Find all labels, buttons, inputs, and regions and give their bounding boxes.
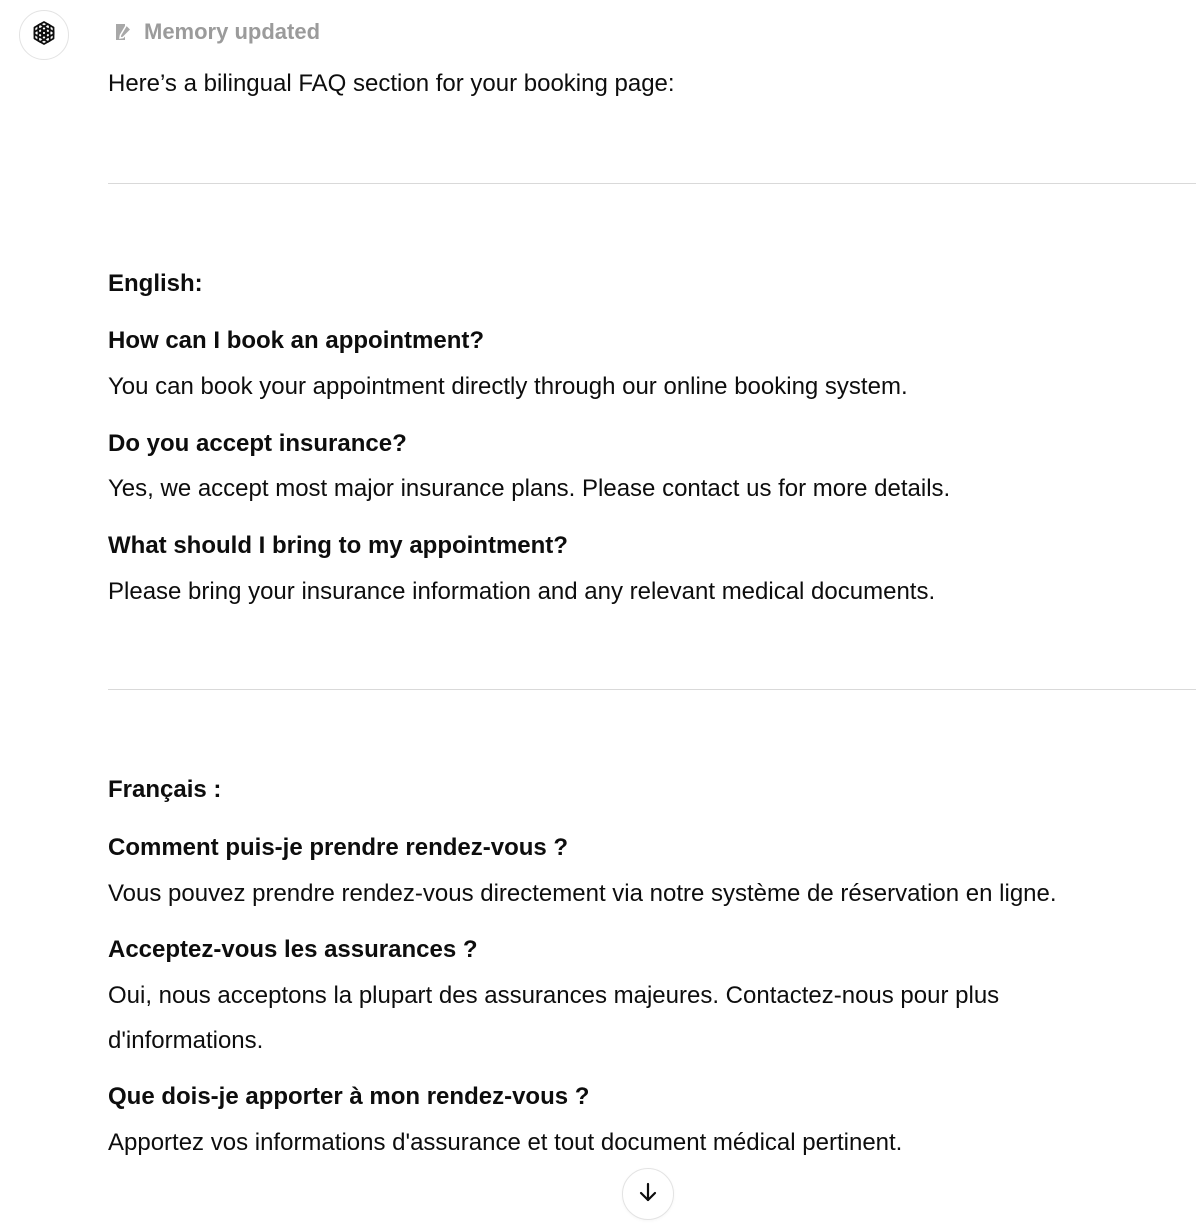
faq-answer: Apportez vos informations d'assurance et tout document médical pertinent. xyxy=(108,1129,903,1156)
divider xyxy=(108,689,1196,690)
faq-answer: Yes, we accept most major insurance plans. Please contact us for more details. xyxy=(108,475,951,502)
faq-question: Do you accept insurance? xyxy=(108,430,407,457)
faq-question: Comment puis-je prendre rendez-vous ? xyxy=(108,834,569,861)
section-title-french: Français : xyxy=(108,776,222,803)
assistant-avatar xyxy=(19,10,69,60)
arrow-down-icon xyxy=(636,1180,660,1209)
section-title-english: English: xyxy=(108,270,203,297)
memory-pencil-icon xyxy=(112,21,134,43)
faq-answer: You can book your appointment directly through our online booking system. xyxy=(108,373,908,400)
scroll-to-bottom-button[interactable] xyxy=(622,1168,674,1220)
divider xyxy=(108,183,1196,184)
faq-question: How can I book an appointment? xyxy=(108,327,485,354)
faq-answer: Oui, nous acceptons la plupart des assurances majeures. Contactez-nous pour plus d'informations. xyxy=(108,982,1000,1054)
faq-question: What should I bring to my appointment? xyxy=(108,532,568,559)
faq-question: Que dois-je apporter à mon rendez-vous ? xyxy=(108,1083,590,1110)
faq-answer: Please bring your insurance information and any relevant medical documents. xyxy=(108,578,936,605)
openai-logo-icon xyxy=(29,18,59,53)
faq-answer: Vous pouvez prendre rendez-vous directement via notre système de réservation en ligne. xyxy=(108,880,1057,907)
message-intro: Here’s a bilingual FAQ section for your booking page: xyxy=(108,70,675,97)
memory-updated-indicator[interactable] xyxy=(112,18,320,46)
memory-updated-label: Memory updated xyxy=(144,19,321,44)
faq-question: Acceptez-vous les assurances ? xyxy=(108,936,478,963)
